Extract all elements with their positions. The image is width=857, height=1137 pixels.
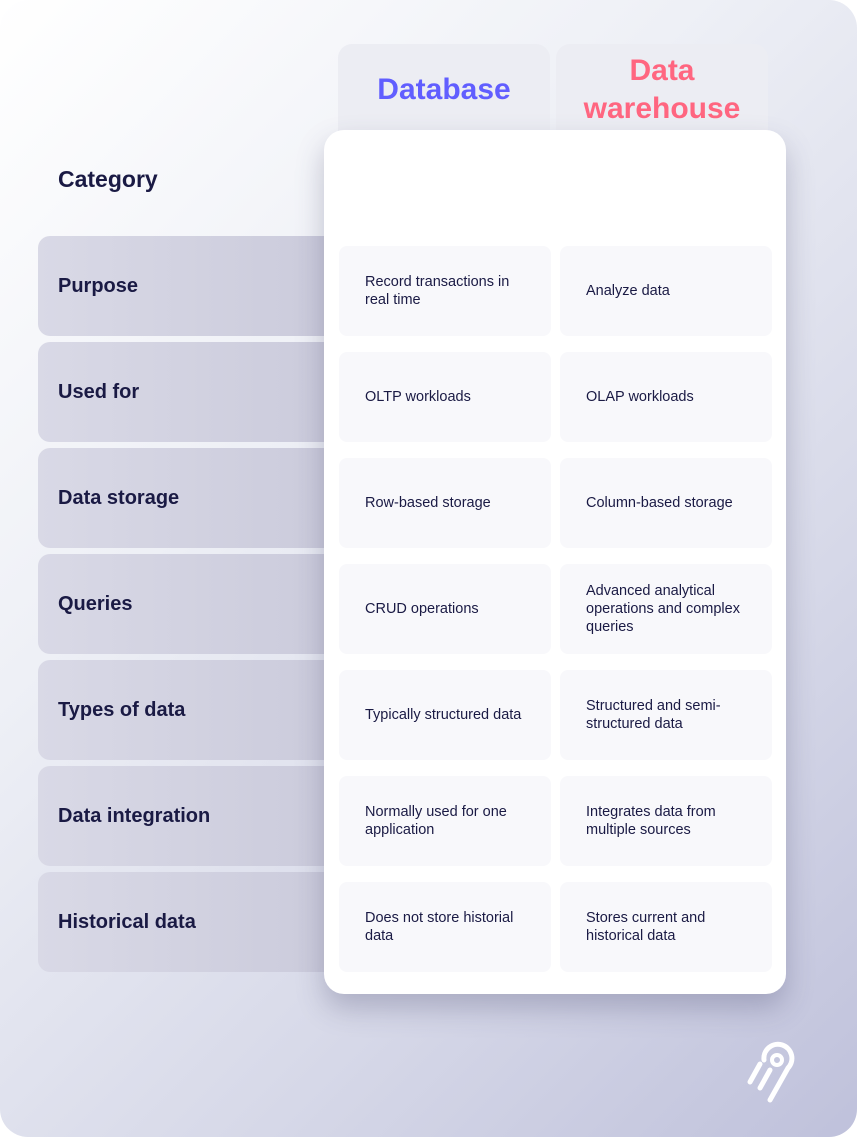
row-label-queries: Queries xyxy=(38,554,348,654)
database-cell-text: Typically structured data xyxy=(365,707,522,723)
database-cell-text: Row-based storage xyxy=(365,495,491,511)
warehouse-header-line1: Data xyxy=(629,54,695,87)
row-label-data-storage: Data storage xyxy=(38,448,348,548)
warehouse-cell-historical-data xyxy=(560,882,772,972)
warehouse-cell-queries xyxy=(560,564,772,654)
category-column-title: Category xyxy=(58,166,158,192)
warehouse-cell-text: Analyze data xyxy=(586,283,670,299)
warehouse-cell-text: OLAP workloads xyxy=(586,389,694,405)
database-cell-text: OLTP workloads xyxy=(365,389,471,405)
warehouse-cell-text: Structured and semi-structured data xyxy=(586,698,721,732)
database-cell-text: CRUD operations xyxy=(365,601,479,617)
airbyte-logo-icon xyxy=(740,1040,806,1106)
row-label-historical-data: Historical data xyxy=(38,872,348,972)
database-cell-used-for xyxy=(339,352,551,442)
row-label-data-integration: Data integration xyxy=(38,766,348,866)
row-label-used-for: Used for xyxy=(38,342,348,442)
warehouse-cell-types-of-data xyxy=(560,670,772,760)
warehouse-cell-text: Advanced analytical operations and complex queries xyxy=(586,583,740,635)
warehouse-header-line2: warehouse xyxy=(583,92,741,125)
warehouse-cell-purpose xyxy=(560,246,772,336)
database-cell-types-of-data xyxy=(339,670,551,760)
warehouse-cell-text: Column-based storage xyxy=(586,495,733,511)
database-cell-data-integration xyxy=(339,776,551,866)
database-cell-queries xyxy=(339,564,551,654)
database-cell-historical-data xyxy=(339,882,551,972)
database-cell-text: Normally used for one application xyxy=(365,804,507,838)
warehouse-cell-text: Integrates data from multiple sources xyxy=(586,804,716,838)
warehouse-cell-used-for xyxy=(560,352,772,442)
database-cell-text: Does not store historial data xyxy=(365,910,514,944)
warehouse-cell-text: Stores current and historical data xyxy=(586,910,706,944)
database-header-label: Database xyxy=(377,73,511,106)
database-cell-purpose xyxy=(339,246,551,336)
row-label-types-of-data: Types of data xyxy=(38,660,348,760)
database-cell-text: Record transactions in real time xyxy=(365,274,510,308)
warehouse-cell-data-integration xyxy=(560,776,772,866)
row-label-purpose: Purpose xyxy=(38,236,348,336)
database-cell-data-storage xyxy=(339,458,551,548)
warehouse-cell-data-storage xyxy=(560,458,772,548)
